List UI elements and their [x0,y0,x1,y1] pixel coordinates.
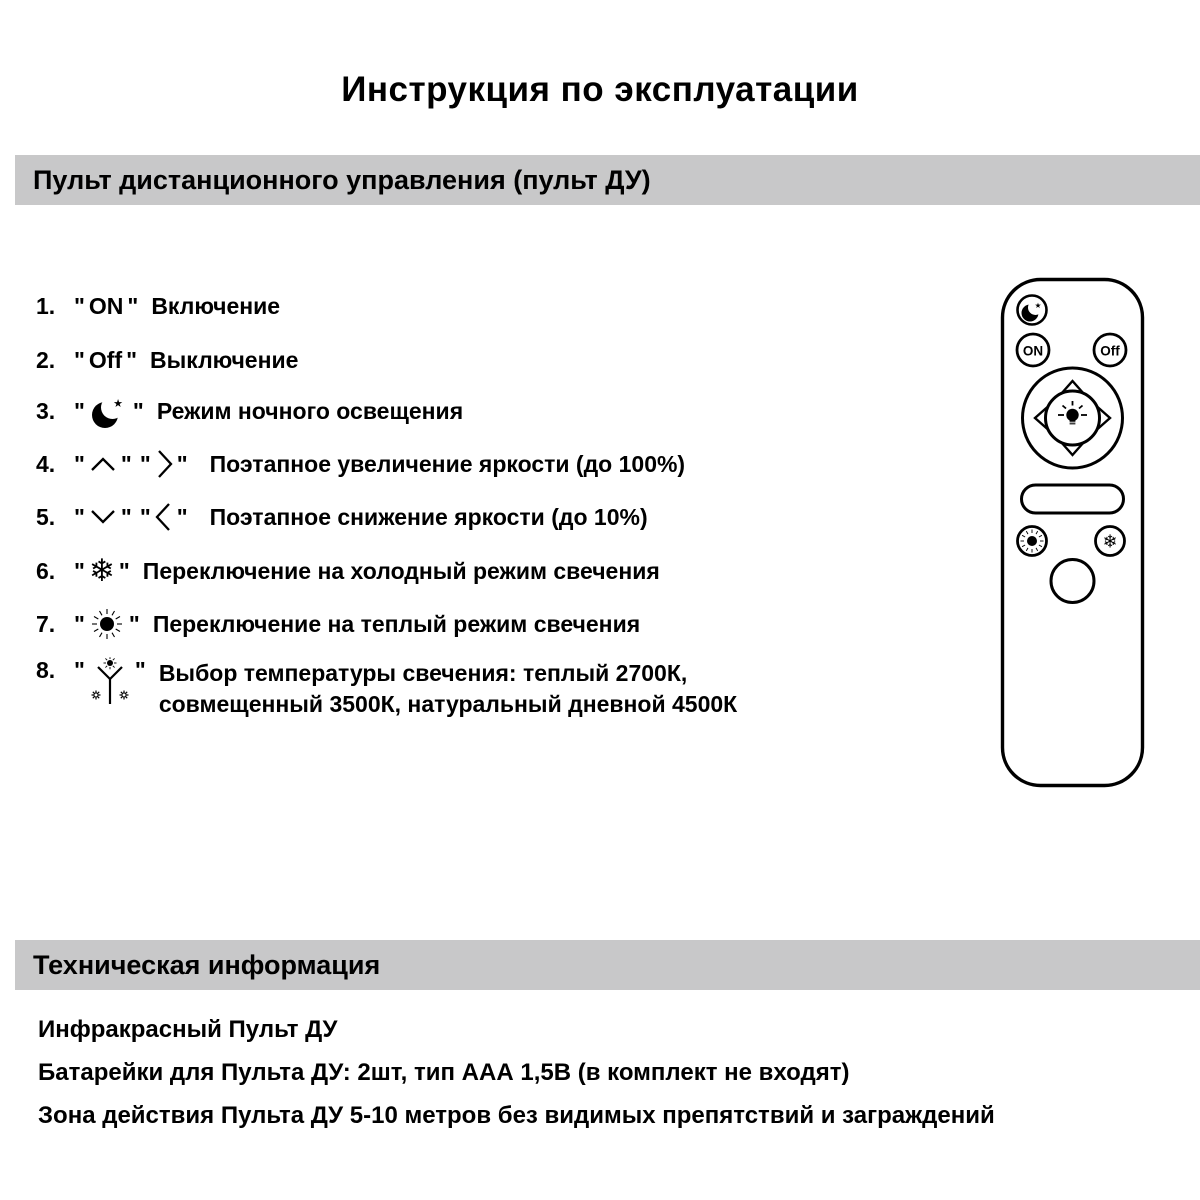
remote-pill-button [1022,485,1124,513]
quote-mark: " [74,610,85,637]
chevron-down-icon [89,508,117,526]
quote-mark: " [134,657,146,683]
quote-mark: " [128,610,140,637]
section-header-remote-label: Пульт дистанционного управления (пульт ДУ) [33,164,651,195]
item-text-line1: Выбор температуры свечения: теплый 2700К, [158,660,688,686]
item-number: 3. [36,397,56,424]
quote-mark: " [139,503,151,530]
item-number: 4. [36,450,56,477]
quote-mark: " [74,346,85,373]
list-item [36,549,660,593]
chevron-right-icon [155,448,173,480]
item-text: Поэтапное увеличение яркости (до 100%) [209,450,686,477]
list-item [36,284,280,328]
section-header-tech-label: Техническая информация [33,949,381,980]
list-item [36,389,463,433]
quote-mark: " [118,557,130,584]
svg-text:ON: ON [1022,343,1044,359]
svg-text:❄: ❄ [1102,531,1118,553]
quote-mark: " [120,450,132,477]
remote-control-illustration [1000,277,1145,788]
item-text [159,658,737,720]
off-button-label: Off [88,346,123,373]
quote-mark: " [74,292,85,319]
item-number: 1. [36,292,56,319]
quote-mark: " [74,450,85,477]
item-text-line2: совмещенный 3500К, натуральный дневной 4500К [158,691,738,717]
section-header-remote [15,155,1200,205]
quote-mark: " [176,503,188,530]
list-item [36,602,640,646]
tech-info-line: Зона действия Пульта ДУ 5-10 метров без видимых препятствий и заграждений [38,1102,995,1129]
chevron-up-icon [89,455,117,473]
quote-mark: " [74,557,85,584]
item-text: Выключение [150,346,299,373]
snowflake-icon: ❄ [88,552,115,589]
item-text: Режим ночного освещения [156,397,464,424]
item-text: Включение [151,292,281,319]
item-number: 8. [36,657,56,683]
moon-icon [89,390,129,432]
item-text: Переключение на теплый режим свечения [152,610,641,637]
list-item [36,657,737,720]
item-number: 5. [36,503,56,530]
tech-info-line: Батарейки для Пульта ДУ: 2шт, тип ААА 1,5В (в комплект не входят) [38,1059,850,1086]
page-title: Инструкция по эксплуатации [341,70,859,109]
list-item [36,495,648,539]
svg-text:Off: Off [1100,343,1120,359]
quote-mark: " [132,397,144,424]
svg-text:★: ★ [1034,301,1042,310]
tech-info-line: Инфракрасный Пульт ДУ [38,1016,338,1043]
item-text: Переключение на холодный режим свечения [142,557,660,584]
remote-warm-button [1018,527,1047,556]
quote-mark: " [176,450,188,477]
item-text: Поэтапное снижение яркости (до 10%) [209,503,648,530]
quote-mark: " [74,397,85,424]
svg-text:★: ★ [112,397,123,410]
section-header-tech [15,940,1200,990]
sun-icon [89,606,125,642]
quote-mark: " [126,346,138,373]
item-number: 7. [36,610,56,637]
list-item [36,338,298,382]
quote-mark: " [139,450,151,477]
quote-mark: " [120,503,132,530]
quote-mark: " [74,503,85,530]
list-item [36,442,685,486]
quote-mark: " [74,657,85,683]
item-number: 2. [36,346,56,373]
on-button-label: ON [88,292,124,319]
item-number: 6. [36,557,56,584]
quote-mark: " [127,292,139,319]
color-temperature-select-icon [89,657,131,707]
chevron-left-icon [155,501,173,533]
